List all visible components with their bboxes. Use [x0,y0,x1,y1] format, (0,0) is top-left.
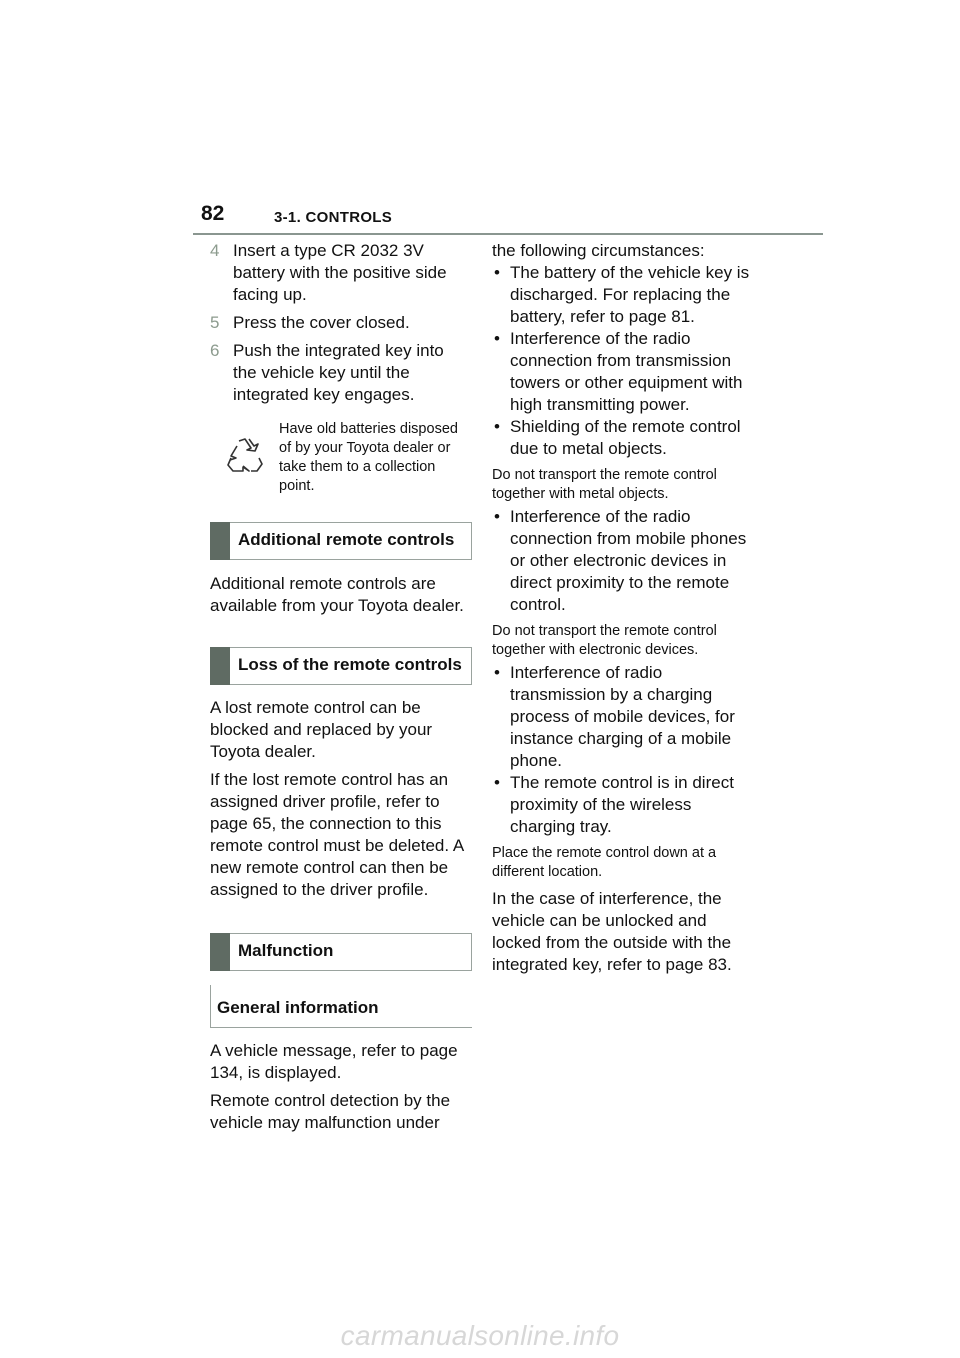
general-paragraph-1: A vehicle message, refer to page 134, is displayed. [210,1041,458,1082]
circumstances-intro: the following circumstances: [492,241,705,260]
heading-bar [210,522,230,560]
list-item: • Interference of the radio connection from mobile phones or other electronic devices in direct proximity to the remote control. [492,506,754,616]
heading-bar [210,647,230,685]
small-note: Place the remote control down at a different location. [492,845,717,880]
small-note: Do not transport the remote control together with metal objects. [492,467,717,502]
general-paragraph-2: Remote control detection by the vehicle may malfunction under [210,1091,451,1132]
header-rule [193,233,823,235]
step-number: 4 [210,241,220,260]
additional-text: Additional remote controls are available from your Toyota dealer. [210,574,464,615]
list-item: • Interference of radio transmission by a charging process of mobile devices, for instance charging of a mobile phone. [492,662,754,772]
heading-text: Additional remote controls [238,530,455,549]
step-item [210,340,472,406]
heading-text: Malfunction [238,941,334,960]
loss-paragraph-2: If the lost remote control has an assigned driver profile, refer to page 65, the connection to this remote control must be deleted. A new remote control can then be assigned to the driver profile. [210,770,464,899]
right-column [492,240,754,982]
closing-paragraph: In the case of interference, the vehicle can be unlocked and locked from the outside with the integrated key, refer to page 83. [492,889,732,974]
step-text: Push the integrated key into the vehicle key until the integrated key engages. [233,341,444,404]
small-note: Do not transport the remote control together with electronic devices. [492,623,717,658]
heading-text: Loss of the remote controls [238,655,462,674]
list-item: • The battery of the vehicle key is discharged. For replacing the battery, refer to page 81. [492,262,754,328]
heading-loss-of-remote-controls [210,647,472,685]
section-title: 3-1. CONTROLS [274,209,393,226]
step-number: 5 [210,313,220,332]
page-number: 82 [201,202,225,225]
list-item: • Shielding of the remote control due to metal objects. [492,416,754,460]
step-item [210,240,472,306]
heading-bar [210,933,230,971]
recycle-icon [227,438,263,472]
step-text: Press the cover closed. [233,313,410,332]
step-text: Insert a type CR 2032 3V battery with the positive side facing up. [233,241,447,304]
heading-general-information: General information [210,985,472,1028]
heading-malfunction [210,933,472,971]
left-column [210,240,472,1140]
step-item [210,312,472,334]
list-item: • Interference of the radio connection from transmission towers or other equipment with high transmitting power. [492,328,754,416]
disposal-note [210,420,472,496]
list-item: • The remote control is in direct proximity of the wireless charging tray. [492,772,754,838]
loss-paragraph-1: A lost remote control can be blocked and replaced by your Toyota dealer. [210,698,433,761]
watermark: carmanualsonline.info [340,1320,620,1351]
disposal-note-text: Have old batteries disposed of by your Toyota dealer or take them to a collection point. [279,421,458,494]
step-number: 6 [210,341,220,360]
heading-additional-remote-controls [210,522,472,560]
